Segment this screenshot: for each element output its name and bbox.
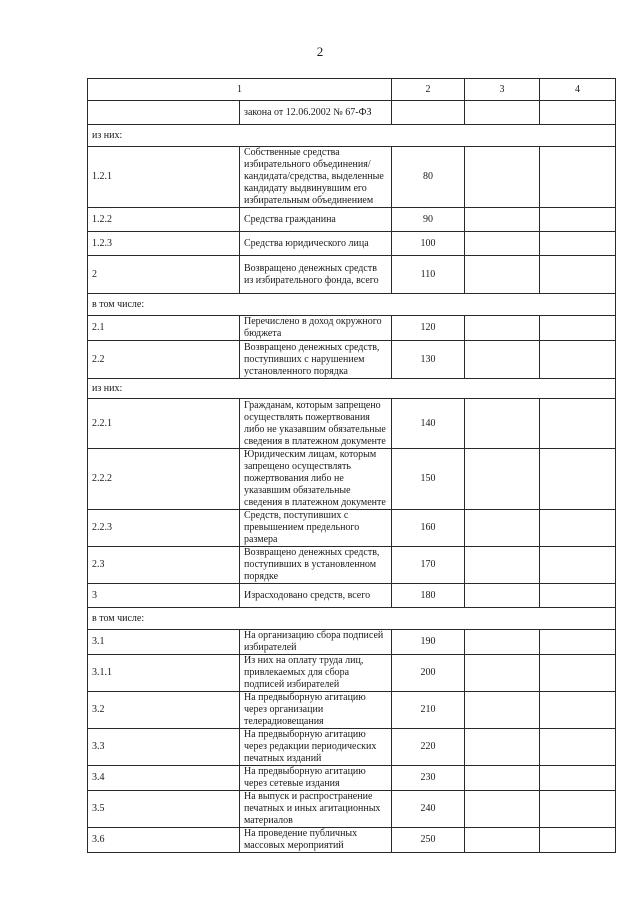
table-row (88, 584, 616, 608)
row-col-4 (540, 147, 616, 208)
row-number: 3.1.1 (88, 655, 240, 692)
row-number: 3.6 (88, 828, 240, 853)
row-number: 2.2.2 (88, 449, 240, 510)
row-col-4 (540, 729, 616, 766)
row-code: 220 (392, 729, 465, 766)
row-name: Возвращено денежных средств из избирательного фонда, всего (240, 256, 392, 294)
report-table-body (88, 79, 616, 853)
row-col-3 (465, 341, 540, 379)
row-col-4 (540, 232, 616, 256)
row-number: 2.2.1 (88, 399, 240, 449)
section-label: в том числе: (88, 294, 616, 316)
table-row (88, 766, 616, 791)
row-name: Средства юридического лица (240, 232, 392, 256)
row-col-3 (465, 547, 540, 584)
row-name: Гражданам, которым запрещено осуществлять пожертвования либо не указавшим обязательные сведения в платежном документе (240, 399, 392, 449)
row-number (88, 101, 240, 125)
row-code: 170 (392, 547, 465, 584)
row-number: 3.1 (88, 630, 240, 655)
row-col-3 (465, 584, 540, 608)
section-row (88, 125, 616, 147)
table-row (88, 655, 616, 692)
row-col-3 (465, 256, 540, 294)
financial-report-table (87, 78, 616, 853)
table-row (88, 101, 616, 125)
row-col-4 (540, 101, 616, 125)
row-name: На проведение публичных массовых мероприятий (240, 828, 392, 853)
table-row (88, 208, 616, 232)
row-code: 80 (392, 147, 465, 208)
row-col-4 (540, 655, 616, 692)
row-col-4 (540, 510, 616, 547)
row-code: 90 (392, 208, 465, 232)
row-name: Перечислено в доход окружного бюджета (240, 316, 392, 341)
row-col-3 (465, 828, 540, 853)
row-col-4 (540, 449, 616, 510)
header-col-1: 1 (88, 79, 392, 101)
table-row (88, 232, 616, 256)
row-name: Собственные средства избирательного объединения/кандидата/средства, выделенные кандидату выдвинувшим его избирательным объединением (240, 147, 392, 208)
row-col-4 (540, 256, 616, 294)
row-number: 3.5 (88, 791, 240, 828)
row-col-4 (540, 791, 616, 828)
section-row (88, 379, 616, 399)
row-number: 1.2.1 (88, 147, 240, 208)
table-row (88, 399, 616, 449)
row-col-3 (465, 766, 540, 791)
row-code: 160 (392, 510, 465, 547)
table-row (88, 316, 616, 341)
row-number: 2 (88, 256, 240, 294)
row-col-3 (465, 399, 540, 449)
row-col-4 (540, 547, 616, 584)
table-row (88, 341, 616, 379)
page-number: 2 (316, 44, 324, 59)
row-code: 140 (392, 399, 465, 449)
table-row (88, 147, 616, 208)
row-col-4 (540, 584, 616, 608)
row-name: Возвращено денежных средств, поступивших в установленном порядке (240, 547, 392, 584)
row-name: Возвращено денежных средств, поступивших с нарушением установленного порядка (240, 341, 392, 379)
row-number: 1.2.2 (88, 208, 240, 232)
row-code: 250 (392, 828, 465, 853)
row-name: На предвыборную агитацию через редакции периодических печатных изданий (240, 729, 392, 766)
row-col-3 (465, 630, 540, 655)
section-row (88, 294, 616, 316)
row-name: закона от 12.06.2002 № 67-ФЗ (240, 101, 392, 125)
row-name: На предвыборную агитацию через организации телерадиовещания (240, 692, 392, 729)
row-number: 2.2 (88, 341, 240, 379)
row-col-3 (465, 232, 540, 256)
row-name: Средств, поступивших с превышением предельного размера (240, 510, 392, 547)
row-number: 3.3 (88, 729, 240, 766)
row-col-4 (540, 630, 616, 655)
row-col-3 (465, 510, 540, 547)
row-col-3 (465, 729, 540, 766)
row-col-4 (540, 341, 616, 379)
row-code: 200 (392, 655, 465, 692)
row-code: 180 (392, 584, 465, 608)
header-col-3: 3 (465, 79, 540, 101)
row-col-4 (540, 399, 616, 449)
row-code (392, 101, 465, 125)
section-row (88, 608, 616, 630)
row-col-3 (465, 101, 540, 125)
table-row (88, 630, 616, 655)
section-label: в том числе: (88, 608, 616, 630)
row-col-3 (465, 692, 540, 729)
table-row (88, 547, 616, 584)
row-code: 230 (392, 766, 465, 791)
row-code: 240 (392, 791, 465, 828)
row-col-4 (540, 692, 616, 729)
table-row (88, 692, 616, 729)
row-col-3 (465, 147, 540, 208)
table-header-row (88, 79, 616, 101)
row-code: 110 (392, 256, 465, 294)
header-col-2: 2 (392, 79, 465, 101)
row-col-3 (465, 316, 540, 341)
row-code: 210 (392, 692, 465, 729)
row-col-3 (465, 791, 540, 828)
section-label: из них: (88, 125, 616, 147)
table-row (88, 729, 616, 766)
row-code: 150 (392, 449, 465, 510)
row-name: На организацию сбора подписей избирателей (240, 630, 392, 655)
row-name: Юридическим лицам, которым запрещено осуществлять пожертвования либо не указавшим обязательные сведения в платежном документе (240, 449, 392, 510)
row-number: 2.2.3 (88, 510, 240, 547)
table-row (88, 791, 616, 828)
table-row (88, 510, 616, 547)
row-col-4 (540, 208, 616, 232)
table-row (88, 256, 616, 294)
row-name: Средства гражданина (240, 208, 392, 232)
row-number: 3 (88, 584, 240, 608)
row-col-4 (540, 766, 616, 791)
row-col-3 (465, 655, 540, 692)
row-name: На выпуск и распространение печатных и иных агитационных материалов (240, 791, 392, 828)
row-number: 2.3 (88, 547, 240, 584)
row-code: 120 (392, 316, 465, 341)
table-row (88, 828, 616, 853)
row-code: 130 (392, 341, 465, 379)
row-number: 3.4 (88, 766, 240, 791)
table-row (88, 449, 616, 510)
row-col-4 (540, 316, 616, 341)
header-col-4: 4 (540, 79, 616, 101)
row-number: 3.2 (88, 692, 240, 729)
row-name: Израсходовано средств, всего (240, 584, 392, 608)
row-code: 100 (392, 232, 465, 256)
row-col-3 (465, 208, 540, 232)
row-col-3 (465, 449, 540, 510)
row-code: 190 (392, 630, 465, 655)
row-name: Из них на оплату труда лиц, привлекаемых для сбора подписей избирателей (240, 655, 392, 692)
row-number: 1.2.3 (88, 232, 240, 256)
row-number: 2.1 (88, 316, 240, 341)
row-name: На предвыборную агитацию через сетевые издания (240, 766, 392, 791)
section-label: из них: (88, 379, 616, 399)
row-col-4 (540, 828, 616, 853)
